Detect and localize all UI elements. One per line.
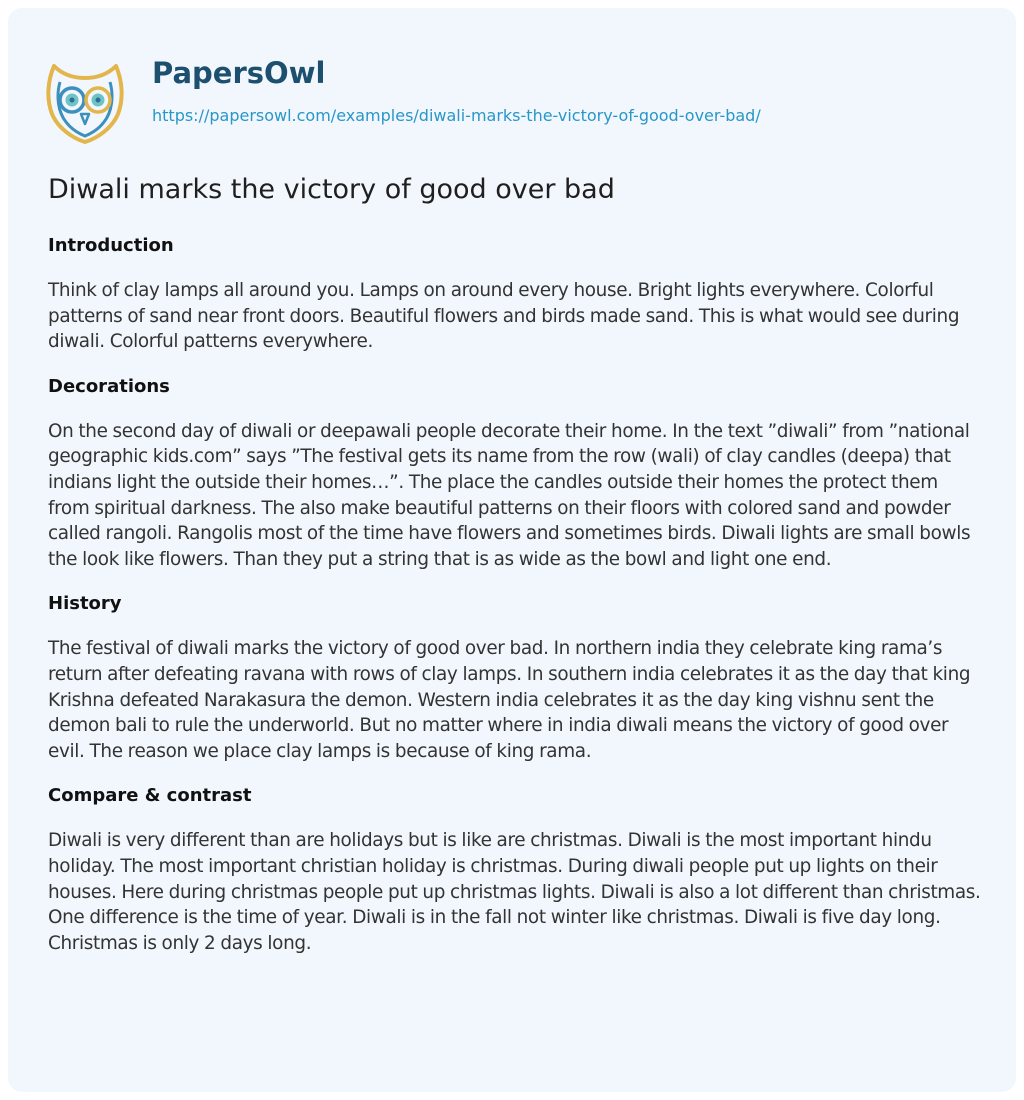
- section-compare-contrast: [48, 784, 983, 956]
- section-decorations: [48, 375, 983, 573]
- section-heading: Introduction: [48, 235, 174, 256]
- section-heading: Decorations: [48, 375, 170, 397]
- section-heading: Compare & contrast: [48, 785, 252, 807]
- section-paragraph: Think of clay lamps all around you. Lamps on around every house. Bright lights everywhere. Colorful patterns of sand near front doors. Beautiful flowers and birds made sand. This is what would see during diwali. Colorful patterns everywhere.: [48, 280, 960, 353]
- brand-name[interactable]: PapersOwl: [152, 56, 326, 90]
- document-title: Diwali marks the victory of good over bad: [48, 174, 615, 205]
- section-paragraph: The festival of diwali marks the victory of good over bad. In northern india they celebrate king rama’s return after defeating ravana with rows of clay lamps. In southern india celebrates it as the day that king Krishna defeated Narakasura the demon. Western india celebrates it as the day king vishnu sent the demon bali to rule the underworld. But no matter where in india diwali means the victory of good over evil. The reason we place clay lamps is because of king rama.: [48, 638, 971, 762]
- section-paragraph: On the second day of diwali or deepawali people decorate their home. In the text ”diwali” from ”national geographic kids.com” says ”The festival gets its name from the row (wali) of clay candles (deepa) that indians light the outside their homes…”. The place the candles outside their homes the protect them from spiritual darkness. The also make beautiful patterns on their floors with colored sand and powder called rangoli. Rangolis most of the time have flowers and sometimes birds. Diwali lights are small bowls the look like flowers. Than they put a string that is as wide as the bowl and light one end.: [48, 420, 971, 570]
- section-heading: History: [48, 593, 122, 615]
- source-url-link[interactable]: https://papersowl.com/examples/diwali-marks-the-victory-of-good-over-bad/: [152, 106, 761, 125]
- section-paragraph: Diwali is very different than are holidays but is like are christmas. Diwali is the most important hindu holiday. The most important christian holiday is christmas. During diwali people put up lights on their houses. Here during christmas people put up christmas lights. Diwali is also a lot different than christmas. One difference is the time of year. Diwali is in the fall not winter like christmas. Diwali is five day long. Christmas is only 2 days long.: [48, 830, 981, 954]
- document-content: [48, 170, 983, 976]
- section-history: [48, 592, 983, 764]
- section-introduction: [48, 234, 983, 355]
- owl-logo-icon: [40, 60, 130, 144]
